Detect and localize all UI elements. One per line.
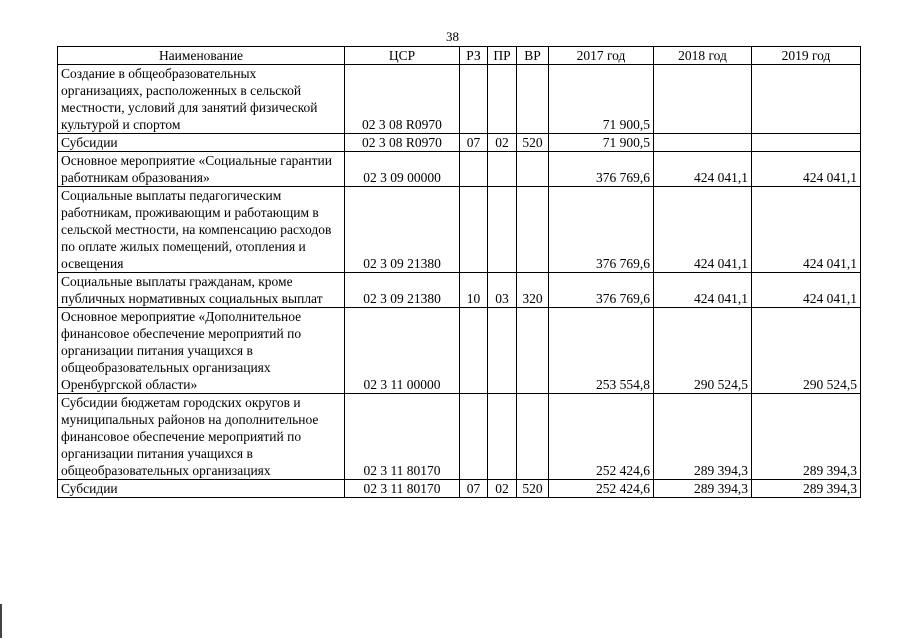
cell-2018: 424 041,1 [654,273,752,308]
column-header-2017: 2017 год [549,47,654,65]
cell-name: Субсидии [58,480,345,498]
table-header-row [58,47,861,65]
cell-vr [517,187,549,273]
cell-2017: 252 424,6 [549,394,654,480]
cell-2017: 252 424,6 [549,480,654,498]
table-row [58,273,861,308]
cell-csr: 02 3 09 21380 [345,273,460,308]
budget-table [57,46,861,498]
cell-pr: 02 [488,134,517,152]
table-row [58,480,861,498]
cell-rz [460,187,488,273]
cell-pr [488,308,517,394]
cell-2019: 290 524,5 [752,308,861,394]
cell-pr [488,65,517,134]
cell-name: Социальные выплаты педагогическим работникам, проживающим и работающим в сельской местности, на компенсацию расходов по оплате жилых помещений, отопления и освещения [58,187,345,273]
cell-2019 [752,65,861,134]
cell-csr: 02 3 09 00000 [345,152,460,187]
table-row [58,308,861,394]
cell-2019: 424 041,1 [752,273,861,308]
cell-2019: 289 394,3 [752,394,861,480]
cell-csr: 02 3 08 R0970 [345,65,460,134]
table-row [58,187,861,273]
column-header-2019: 2019 год [752,47,861,65]
cell-rz: 07 [460,480,488,498]
cell-2019: 289 394,3 [752,480,861,498]
cell-rz [460,152,488,187]
cell-vr [517,394,549,480]
cell-name: Субсидии бюджетам городских округов и муниципальных районов на дополнительное финансовое обеспечение мероприятий по организации питания учащихся в общеобразовательных организациях [58,394,345,480]
cell-2019: 424 041,1 [752,187,861,273]
cell-pr: 02 [488,480,517,498]
cell-rz [460,394,488,480]
cell-csr: 02 3 09 21380 [345,187,460,273]
cell-rz [460,65,488,134]
scan-edge-mark [0,604,2,638]
table-row [58,65,861,134]
cell-vr [517,308,549,394]
cell-vr: 520 [517,480,549,498]
column-header-vr: ВР [517,47,549,65]
cell-vr: 520 [517,134,549,152]
cell-vr [517,65,549,134]
column-header-pr: ПР [488,47,517,65]
cell-2017: 71 900,5 [549,65,654,134]
cell-2019 [752,134,861,152]
cell-2018: 289 394,3 [654,480,752,498]
cell-csr: 02 3 08 R0970 [345,134,460,152]
cell-vr: 320 [517,273,549,308]
cell-name: Основное мероприятие «Социальные гарантии работникам образования» [58,152,345,187]
cell-pr: 03 [488,273,517,308]
cell-rz: 10 [460,273,488,308]
column-header-name: Наименование [58,47,345,65]
table-row [58,134,861,152]
cell-2018 [654,134,752,152]
cell-2017: 376 769,6 [549,152,654,187]
cell-pr [488,394,517,480]
cell-rz [460,308,488,394]
cell-rz: 07 [460,134,488,152]
cell-csr: 02 3 11 80170 [345,394,460,480]
cell-pr [488,187,517,273]
cell-2018: 289 394,3 [654,394,752,480]
cell-2018 [654,65,752,134]
cell-2017: 253 554,8 [549,308,654,394]
cell-2017: 376 769,6 [549,187,654,273]
cell-2018: 290 524,5 [654,308,752,394]
column-header-2018: 2018 год [654,47,752,65]
column-header-rz: РЗ [460,47,488,65]
cell-2017: 376 769,6 [549,273,654,308]
cell-2018: 424 041,1 [654,152,752,187]
cell-name: Социальные выплаты гражданам, кроме публичных нормативных социальных выплат [58,273,345,308]
cell-name: Создание в общеобразовательных организациях, расположенных в сельской местности, условий для занятий физической культурой и спортом [58,65,345,134]
cell-2017: 71 900,5 [549,134,654,152]
cell-vr [517,152,549,187]
column-header-csr: ЦСР [345,47,460,65]
cell-name: Основное мероприятие «Дополнительное финансовое обеспечение мероприятий по организации питания учащихся в общеобразовательных организациях Оренбургской области» [58,308,345,394]
cell-2018: 424 041,1 [654,187,752,273]
table-row [58,394,861,480]
cell-pr [488,152,517,187]
cell-name: Субсидии [58,134,345,152]
page-number: 38 [446,29,459,44]
cell-csr: 02 3 11 80170 [345,480,460,498]
table-row [58,152,861,187]
cell-2019: 424 041,1 [752,152,861,187]
cell-csr: 02 3 11 00000 [345,308,460,394]
